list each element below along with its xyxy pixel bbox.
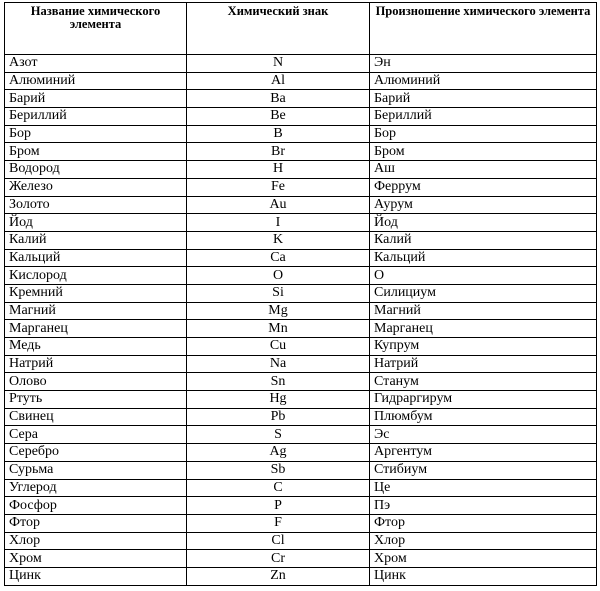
pronunciation-cell: Натрий — [370, 355, 597, 373]
chemical-symbol-cell: Ca — [187, 249, 370, 267]
pronunciation-cell: Хлор — [370, 532, 597, 550]
element-name-cell: Ртуть — [5, 391, 187, 409]
chemical-symbol-cell: Si — [187, 284, 370, 302]
table-row — [5, 479, 597, 497]
table-row — [5, 532, 597, 550]
element-name-cell: Олово — [5, 373, 187, 391]
element-name-cell: Медь — [5, 338, 187, 356]
chemical-symbol-cell: Na — [187, 355, 370, 373]
table-row — [5, 284, 597, 302]
table-body — [5, 55, 597, 586]
chemical-symbol-cell: Cl — [187, 532, 370, 550]
pronunciation-cell: Бор — [370, 125, 597, 143]
pronunciation-cell: Аргентум — [370, 444, 597, 462]
element-name-cell: Бор — [5, 125, 187, 143]
pronunciation-cell: Эс — [370, 426, 597, 444]
chemical-symbol-cell: Al — [187, 72, 370, 90]
pronunciation-cell: Марганец — [370, 320, 597, 338]
table-row — [5, 338, 597, 356]
element-name-cell: Натрий — [5, 355, 187, 373]
chemical-symbol-cell: K — [187, 231, 370, 249]
element-name-cell: Свинец — [5, 408, 187, 426]
element-name-cell: Кремний — [5, 284, 187, 302]
element-name-cell: Фтор — [5, 514, 187, 532]
header-pronunciation: Произношение химического элемента — [370, 3, 597, 55]
table-row — [5, 267, 597, 285]
element-name-cell: Бериллий — [5, 108, 187, 126]
element-name-cell: Йод — [5, 214, 187, 232]
chemical-symbol-cell: Sn — [187, 373, 370, 391]
table-row — [5, 444, 597, 462]
header-chemical-symbol: Химический знак — [187, 3, 370, 55]
pronunciation-cell: Стибиум — [370, 461, 597, 479]
element-name-cell: Азот — [5, 55, 187, 73]
pronunciation-cell: Фтор — [370, 514, 597, 532]
pronunciation-cell: Бериллий — [370, 108, 597, 126]
table-row — [5, 355, 597, 373]
chemical-symbol-cell: Hg — [187, 391, 370, 409]
element-name-cell: Хлор — [5, 532, 187, 550]
table-row — [5, 143, 597, 161]
chemical-symbol-cell: Fe — [187, 178, 370, 196]
chemical-symbol-cell: P — [187, 497, 370, 515]
element-name-cell: Барий — [5, 90, 187, 108]
chemical-symbol-cell: Ag — [187, 444, 370, 462]
chemical-symbol-cell: Sb — [187, 461, 370, 479]
table-row — [5, 125, 597, 143]
element-name-cell: Калий — [5, 231, 187, 249]
table-row — [5, 55, 597, 73]
pronunciation-cell: Плюмбум — [370, 408, 597, 426]
table-row — [5, 108, 597, 126]
pronunciation-cell: Бром — [370, 143, 597, 161]
table-row — [5, 461, 597, 479]
table-row — [5, 72, 597, 90]
pronunciation-cell: Цинк — [370, 567, 597, 585]
pronunciation-cell: Барий — [370, 90, 597, 108]
table-row — [5, 178, 597, 196]
table-row — [5, 567, 597, 585]
chemical-symbol-cell: S — [187, 426, 370, 444]
chemical-symbol-cell: Pb — [187, 408, 370, 426]
pronunciation-cell: Пэ — [370, 497, 597, 515]
chemical-symbol-cell: N — [187, 55, 370, 73]
pronunciation-cell: Станум — [370, 373, 597, 391]
pronunciation-cell: Аш — [370, 161, 597, 179]
chemical-symbol-cell: O — [187, 267, 370, 285]
element-name-cell: Фосфор — [5, 497, 187, 515]
element-name-cell: Кальций — [5, 249, 187, 267]
chemical-symbol-cell: Zn — [187, 567, 370, 585]
table-row — [5, 90, 597, 108]
pronunciation-cell: Калий — [370, 231, 597, 249]
element-name-cell: Железо — [5, 178, 187, 196]
header-element-name: Название химического элемента — [5, 3, 187, 55]
pronunciation-cell: Гидраргирум — [370, 391, 597, 409]
chemical-symbol-cell: Mg — [187, 302, 370, 320]
element-name-cell: Цинк — [5, 567, 187, 585]
pronunciation-cell: Аурум — [370, 196, 597, 214]
table-row — [5, 514, 597, 532]
chemical-symbol-cell: B — [187, 125, 370, 143]
chemical-symbol-cell: Au — [187, 196, 370, 214]
element-name-cell: Хром — [5, 550, 187, 568]
element-name-cell: Марганец — [5, 320, 187, 338]
table-row — [5, 302, 597, 320]
chemical-symbol-cell: H — [187, 161, 370, 179]
table-row — [5, 320, 597, 338]
element-name-cell: Углерод — [5, 479, 187, 497]
element-name-cell: Магний — [5, 302, 187, 320]
table-row — [5, 196, 597, 214]
chemical-symbol-cell: Br — [187, 143, 370, 161]
pronunciation-cell: Хром — [370, 550, 597, 568]
element-name-cell: Серебро — [5, 444, 187, 462]
element-name-cell: Сурьма — [5, 461, 187, 479]
chemical-symbol-cell: C — [187, 479, 370, 497]
element-name-cell: Кислород — [5, 267, 187, 285]
table-row — [5, 249, 597, 267]
chemical-symbol-cell: F — [187, 514, 370, 532]
table-row — [5, 426, 597, 444]
pronunciation-cell: Йод — [370, 214, 597, 232]
element-name-cell: Золото — [5, 196, 187, 214]
pronunciation-cell: Кальций — [370, 249, 597, 267]
table-row — [5, 408, 597, 426]
table-row — [5, 550, 597, 568]
elements-table — [4, 2, 597, 586]
element-name-cell: Водород — [5, 161, 187, 179]
pronunciation-cell: О — [370, 267, 597, 285]
table-row — [5, 161, 597, 179]
chemical-symbol-cell: I — [187, 214, 370, 232]
table-row — [5, 391, 597, 409]
pronunciation-cell: Феррум — [370, 178, 597, 196]
chemical-symbol-cell: Cr — [187, 550, 370, 568]
pronunciation-cell: Купрум — [370, 338, 597, 356]
pronunciation-cell: Це — [370, 479, 597, 497]
table-row — [5, 214, 597, 232]
pronunciation-cell: Магний — [370, 302, 597, 320]
element-name-cell: Алюминий — [5, 72, 187, 90]
chemical-symbol-cell: Mn — [187, 320, 370, 338]
pronunciation-cell: Силициум — [370, 284, 597, 302]
element-name-cell: Бром — [5, 143, 187, 161]
chemical-symbol-cell: Ba — [187, 90, 370, 108]
header-row — [5, 3, 597, 55]
element-name-cell: Сера — [5, 426, 187, 444]
table-row — [5, 373, 597, 391]
pronunciation-cell: Алюминий — [370, 72, 597, 90]
pronunciation-cell: Эн — [370, 55, 597, 73]
chemical-symbol-cell: Cu — [187, 338, 370, 356]
chemical-symbol-cell: Be — [187, 108, 370, 126]
table-row — [5, 497, 597, 515]
table-row — [5, 231, 597, 249]
